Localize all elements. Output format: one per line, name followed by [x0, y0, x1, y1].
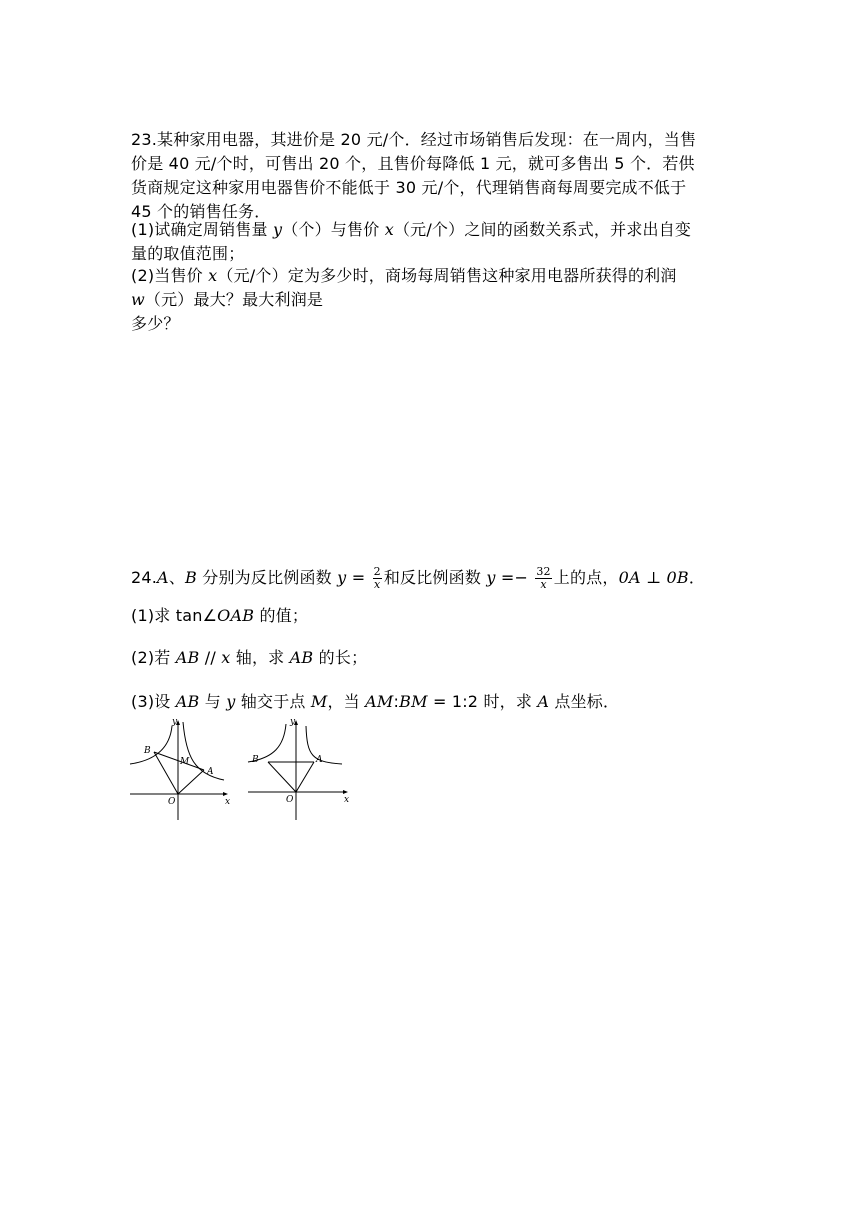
q24-stem: 24.A、B 分别为反比例函数 y = $\frac{2}{x}$ 和反比例函数 y =− $\frac{32}{x}$ 上的点，0A ⊥ 0B．	[131, 565, 706, 591]
figure-2	[246, 716, 356, 822]
q23-part2-line-3: 多少？	[131, 314, 180, 333]
curve-negative-branch	[130, 726, 172, 764]
label-o: O	[286, 795, 294, 805]
q23-part2: (2)当售价 x（元/个）定为多少时，商场每周销售这种家用电器所获得的利润	[131, 266, 677, 285]
x-axis-arrow	[343, 790, 348, 794]
label-a: A	[207, 767, 214, 777]
q23-part1: (1)试确定周销售量 y（个）与售价 x（元/个）之间的函数关系式，并求出自变	[131, 220, 692, 239]
q23-part1-line-2: 量的取值范围；	[131, 244, 245, 263]
segment-ob	[268, 762, 296, 792]
fraction-32-over-x: $\frac{32}{x}$	[536, 565, 551, 591]
q23-line-1: 23.某种家用电器，其进价是 20 元/个．经过市场销售后发现：在一周内，当售	[131, 130, 697, 149]
x-axis-arrow	[223, 792, 228, 796]
q24-part2: (2)若 AB // x 轴，求 AB 的长；	[131, 648, 368, 667]
label-m: M	[180, 757, 190, 767]
label-y: y	[290, 717, 296, 727]
label-o: O	[168, 797, 176, 807]
fraction-2-over-x: $\frac{2}{x}$	[373, 565, 381, 591]
q23-line-2: 价是 40 元/个时，可售出 20 个，且售价每降低 1 元，就可多售出 5 个．若供	[131, 154, 695, 173]
segment-oa	[178, 770, 204, 794]
q23-line-4: 45 个的销售任务．	[131, 202, 271, 221]
segment-ob	[154, 752, 178, 794]
label-x: x	[225, 797, 231, 807]
segment-oa	[296, 762, 314, 792]
q23-part2-line-2: w（元）最大？最大利润是	[131, 290, 324, 309]
label-b: B	[144, 746, 151, 756]
q23-line-3: 货商规定这种家用电器售价不能低于 30 元/个，代理销售商每周要完成不低于	[131, 178, 687, 197]
label-x: x	[344, 795, 350, 805]
curve-positive-branch	[183, 722, 224, 780]
curve-positive-branch	[306, 726, 342, 764]
figure-1	[128, 716, 238, 822]
label-b: B	[252, 755, 259, 765]
q24-part1: (1)求 tan∠OAB 的值；	[131, 606, 309, 625]
label-a: A	[316, 755, 323, 765]
segment-ab	[154, 752, 204, 770]
label-y: y	[172, 717, 178, 727]
q24-part3: (3)设 AB 与 y 轴交于点 M，当 AM:BM = 1:2 时，求 A 点坐标．	[131, 692, 620, 711]
